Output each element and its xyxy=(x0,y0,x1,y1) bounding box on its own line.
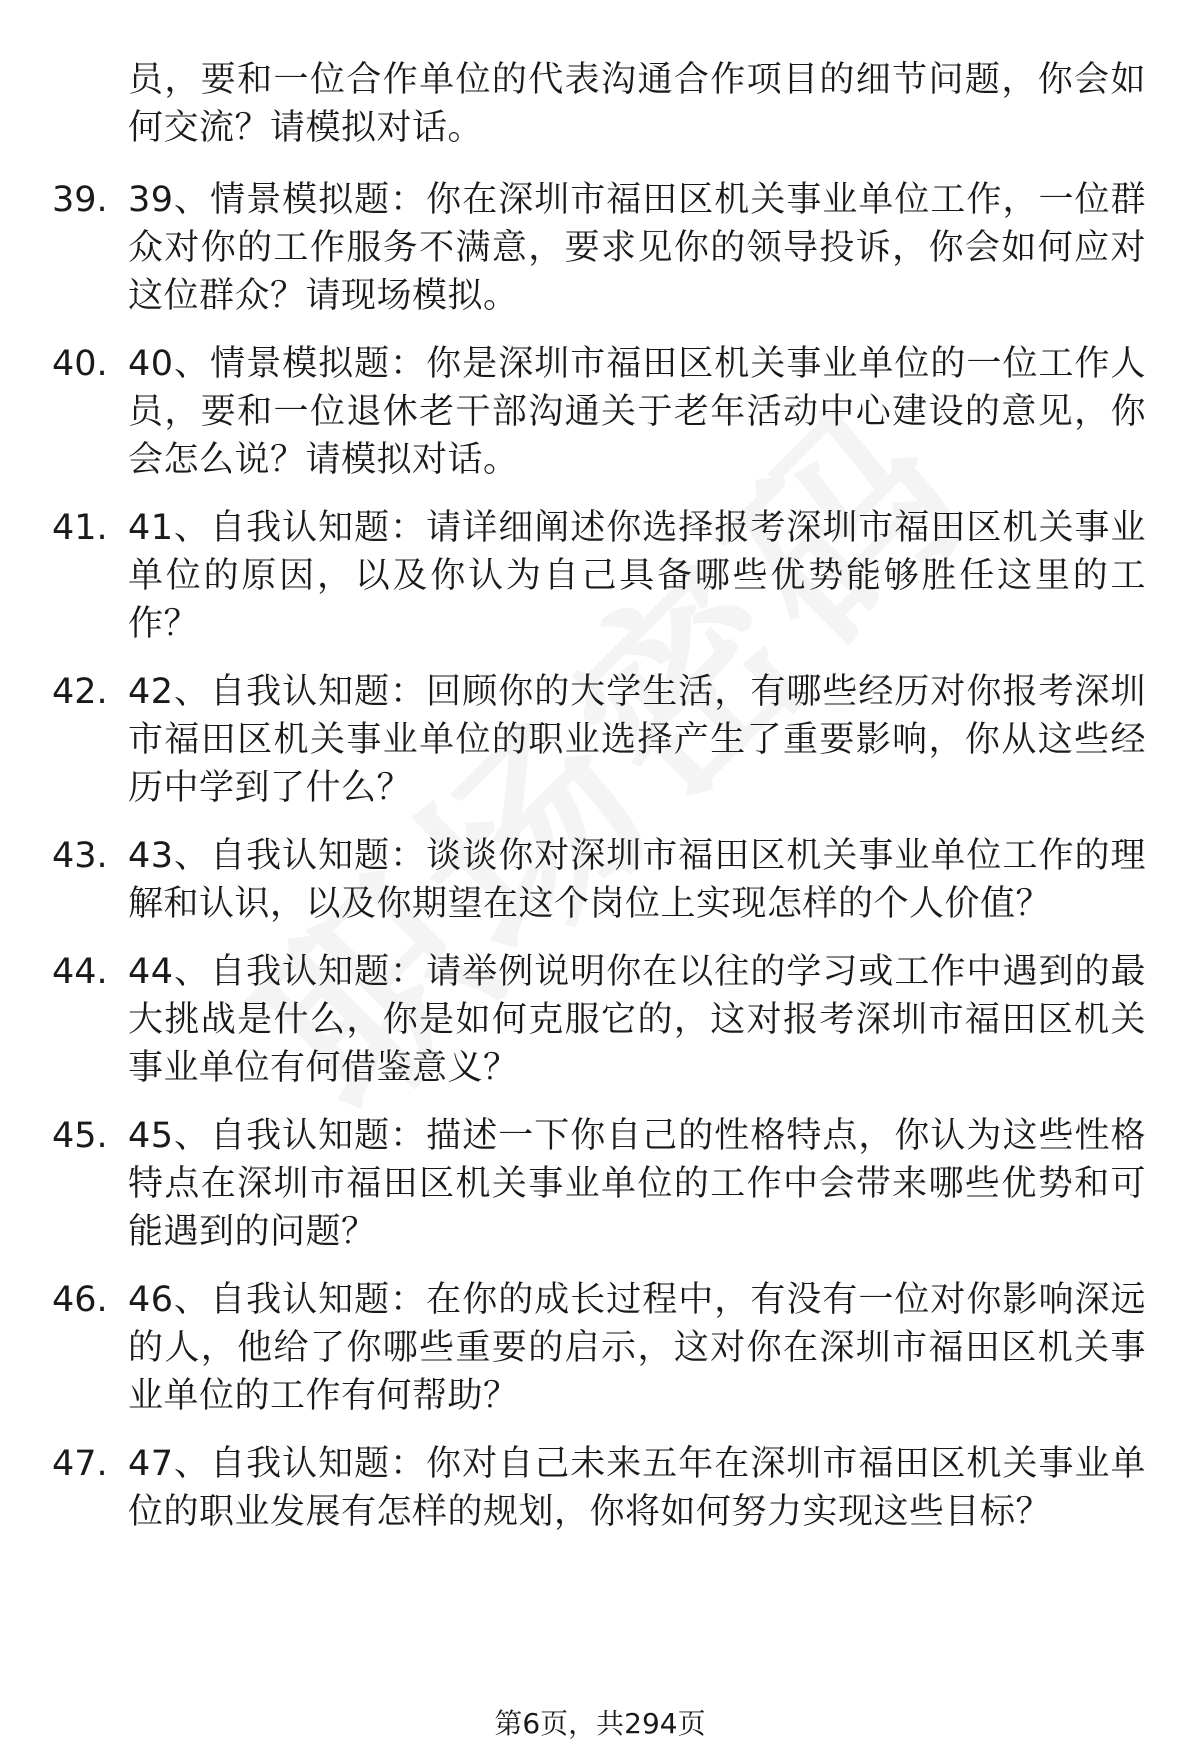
question-text: 45、自我认知题：描述一下你自己的性格特点，你认为这些性格特点在深圳市福田区机关事业单位的工作中会带来哪些优势和可能遇到的问题？ xyxy=(128,1116,1146,1252)
question-number: 44. xyxy=(52,952,108,992)
question-number: 47. xyxy=(52,1444,108,1484)
question-text: 42、自我认知题：回顾你的大学生活，有哪些经历对你报考深圳市福田区机关事业单位的职业选择产生了重要影响，你从这些经历中学到了什么？ xyxy=(128,672,1146,808)
question-text: 39、情景模拟题：你在深圳市福田区机关事业单位工作，一位群众对你的工作服务不满意，要求见你的领导投诉，你会如何应对这位群众？请现场模拟。 xyxy=(128,180,1146,316)
question-text: 46、自我认知题：在你的成长过程中，有没有一位对你影响深远的人，他给了你哪些重要的启示，这对你在深圳市福田区机关事业单位的工作有何帮助？ xyxy=(128,1280,1146,1416)
intro-fragment-text: 员，要和一位合作单位的代表沟通合作项目的细节问题，你会如何交流？请模拟对话。 xyxy=(128,60,1146,148)
question-text: 43、自我认知题：谈谈你对深圳市福田区机关事业单位工作的理解和认识，以及你期望在这个岗位上实现怎样的个人价值？ xyxy=(128,836,1146,924)
question-number: 39. xyxy=(52,180,108,220)
question-number: 45. xyxy=(52,1116,108,1156)
question-number: 40. xyxy=(52,344,108,384)
question-number: 46. xyxy=(52,1280,108,1320)
page-footer: 第6页，共294页 xyxy=(494,1707,706,1740)
question-number: 43. xyxy=(52,836,108,876)
question-text: 47、自我认知题：你对自己未来五年在深圳市福田区机关事业单位的职业发展有怎样的规划，你将如何努力实现这些目标？ xyxy=(128,1444,1146,1532)
question-text: 40、情景模拟题：你是深圳市福田区机关事业单位的一位工作人员，要和一位退休老干部沟通关于老年活动中心建设的意见，你会怎么说？请模拟对话。 xyxy=(128,344,1146,480)
question-text: 44、自我认知题：请举例说明你在以往的学习或工作中遇到的最大挑战是什么，你是如何克服它的，这对报考深圳市福田区机关事业单位有何借鉴意义？ xyxy=(128,952,1146,1088)
question-text: 41、自我认知题：请详细阐述你选择报考深圳市福田区机关事业单位的原因，以及你认为自己具备哪些优势能够胜任这里的工作？ xyxy=(128,508,1146,644)
question-number: 41. xyxy=(52,508,108,548)
question-number: 42. xyxy=(52,672,108,712)
